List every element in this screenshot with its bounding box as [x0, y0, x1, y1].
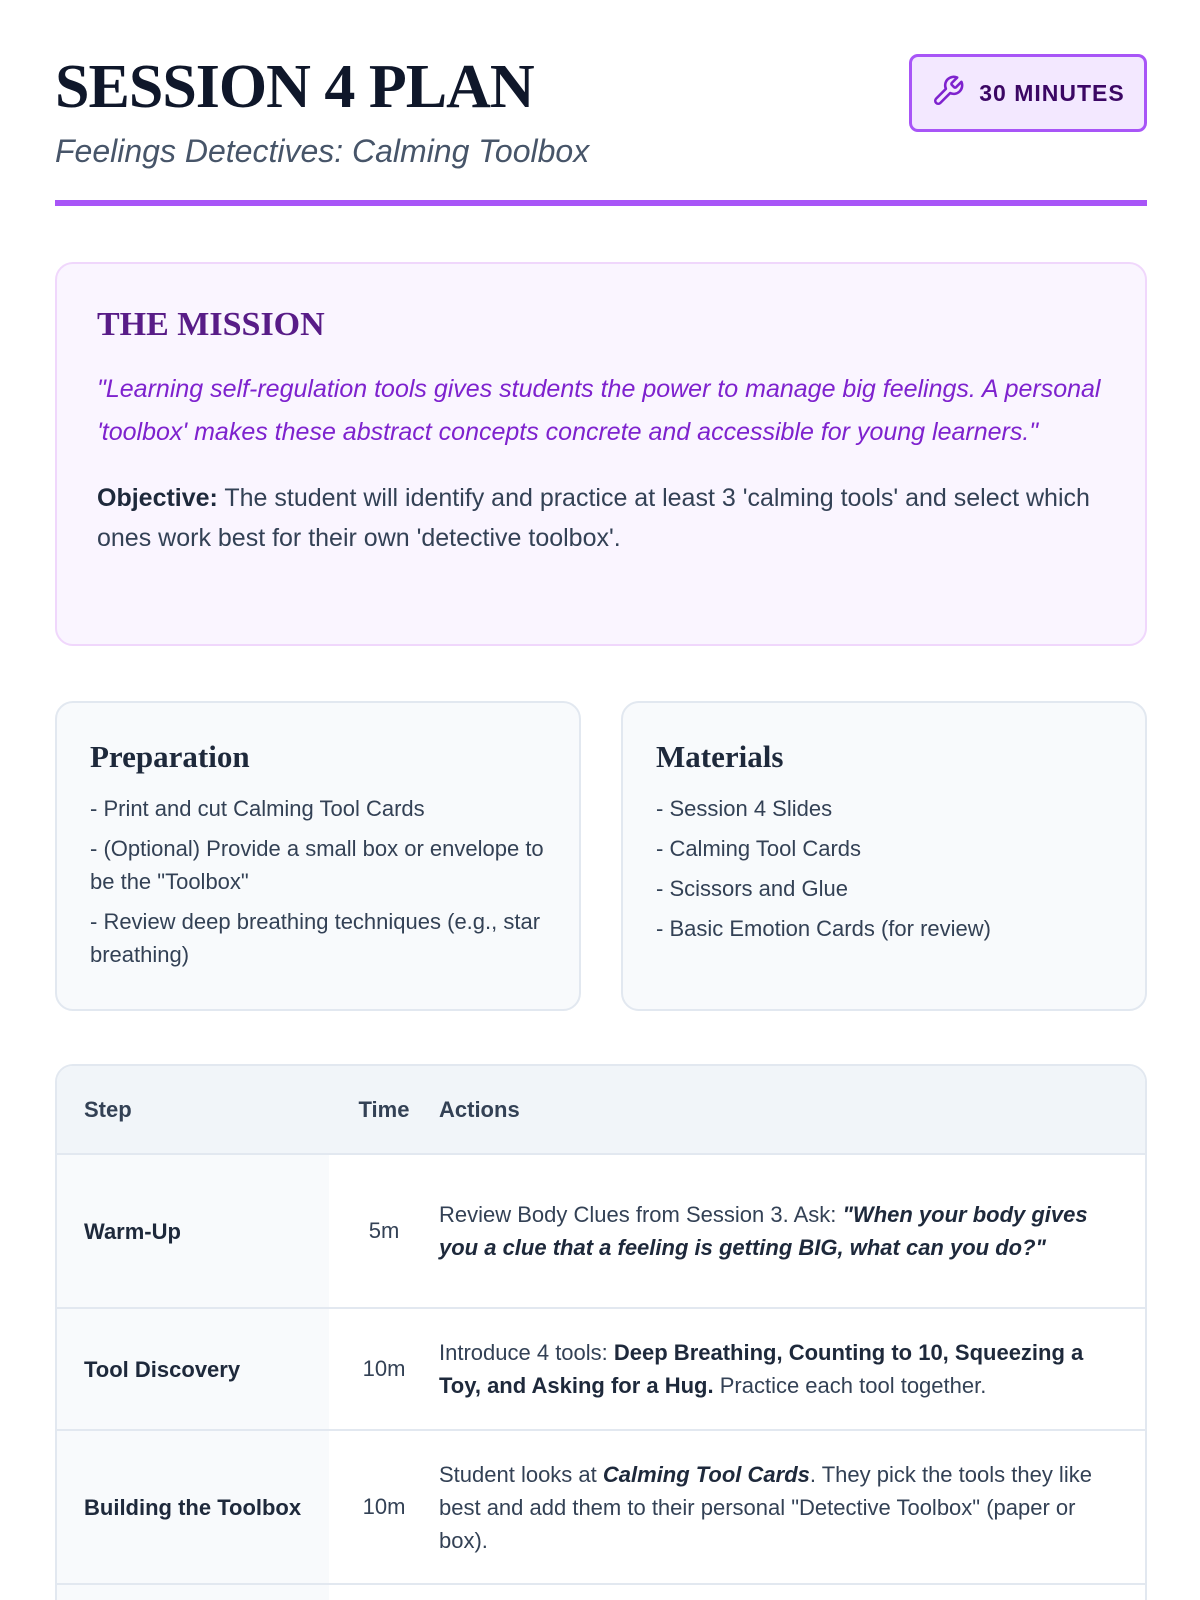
- list-item: - Print and cut Calming Tool Cards: [90, 796, 425, 821]
- actions-text: Introduce 4 tools:: [439, 1340, 614, 1365]
- table-row: [57, 1430, 1145, 1584]
- table-row: [57, 1154, 1145, 1308]
- column-header-time: Time: [358, 1096, 410, 1122]
- materials-card: [621, 701, 1147, 1011]
- list-item: - Calming Tool Cards: [656, 836, 862, 861]
- session-steps-table: [55, 1064, 1147, 1600]
- actions-quote: "When your body gives you a clue that a feeling is getting BIG, what can you do?": [439, 1202, 1088, 1260]
- actions-cell: [439, 1430, 1145, 1584]
- preparation-list: [90, 792, 547, 971]
- table-row: [57, 1308, 1145, 1430]
- step-cell: Tool Discovery: [57, 1308, 329, 1430]
- mission-box: [55, 262, 1147, 646]
- column-header-actions: Actions: [439, 1096, 520, 1122]
- actions-emphasis: Calming Tool Cards: [602, 1461, 810, 1487]
- actions-cell: [439, 1308, 1145, 1430]
- page-subtitle: Feelings Detectives: Calming Toolbox: [55, 133, 590, 169]
- table-header-row: [57, 1066, 1145, 1154]
- materials-list: [656, 792, 1113, 945]
- actions-tools: Deep Breathing, Counting to 10, Squeezing a Toy, and Asking for a Hug.: [439, 1340, 1084, 1398]
- preparation-title: Preparation: [90, 739, 250, 774]
- table-row: [57, 1584, 1145, 1600]
- objective-text: The student will identify and practice at least 3 'calming tools' and select which ones work best for their own 'detective toolbox'.: [97, 484, 1090, 552]
- time-cell: 10m: [329, 1308, 439, 1430]
- step-cell: Warm-Up: [57, 1154, 329, 1308]
- page-title: SESSION 4 PLAN: [55, 53, 534, 121]
- header-divider: [55, 200, 1147, 206]
- list-item: - (Optional) Provide a small box or envelope to be the "Toolbox": [90, 836, 544, 894]
- actions-text: Review Body Clues from Session 3. Ask:: [439, 1202, 843, 1227]
- materials-title: Materials: [656, 739, 784, 774]
- time-cell: [329, 1584, 439, 1600]
- actions-cell: [439, 1584, 1145, 1600]
- preparation-card: [55, 701, 581, 1011]
- actions-text: . They pick the tools they like best and add them to their personal "Detective Toolbox" (paper or box).: [439, 1461, 1092, 1553]
- step-cell: Building the Toolbox: [57, 1430, 329, 1584]
- list-item: - Session 4 Slides: [656, 796, 833, 821]
- list-item: - Scissors and Glue: [656, 876, 848, 901]
- list-item: - Basic Emotion Cards (for review): [656, 916, 991, 941]
- mission-title: THE MISSION: [97, 306, 325, 343]
- time-cell: 5m: [329, 1154, 439, 1308]
- wrench-icon: [931, 74, 965, 113]
- actions-text: Practice each tool together.: [713, 1373, 987, 1398]
- step-cell: [57, 1584, 329, 1600]
- actions-cell: [439, 1154, 1145, 1308]
- mission-quote: "Learning self-regulation tools gives students the power to manage big feelings. A personal 'toolbox' makes these abstract concepts concrete and accessible for young learners.": [97, 375, 1101, 446]
- mission-objective: [97, 478, 1105, 558]
- column-header-step: Step: [84, 1096, 132, 1122]
- duration-badge: [909, 54, 1147, 132]
- list-item: - Review deep breathing techniques (e.g., star breathing): [90, 909, 541, 967]
- objective-label: Objective:: [97, 484, 218, 512]
- time-cell: 10m: [329, 1430, 439, 1584]
- actions-text: Student looks at: [439, 1461, 603, 1487]
- duration-label: 30 MINUTES: [979, 79, 1125, 106]
- page-header: [55, 52, 1147, 208]
